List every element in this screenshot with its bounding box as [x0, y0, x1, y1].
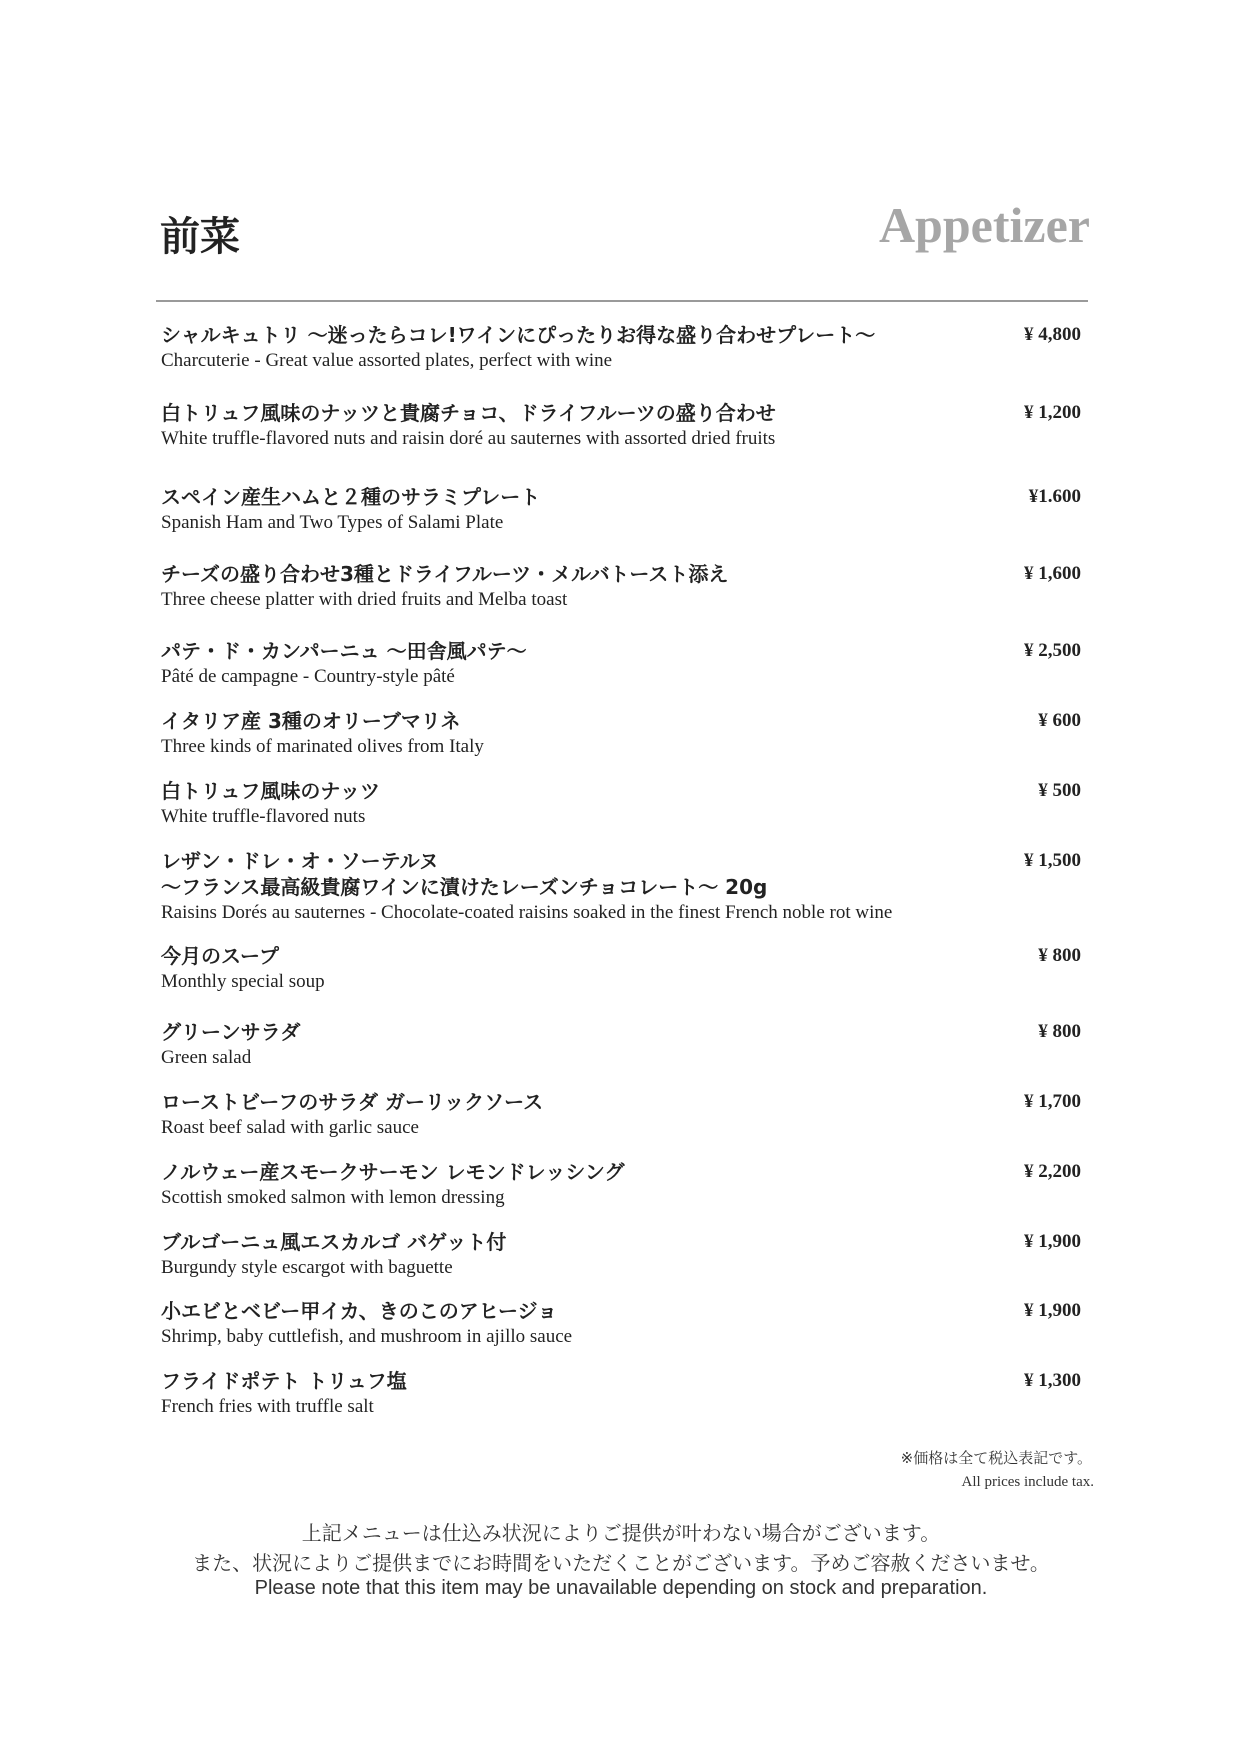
item-name-ja: ブルゴーニュ風エスカルゴ バゲット付 [161, 1230, 507, 1254]
menu-item [161, 778, 1081, 830]
item-price: ¥ 1,200 [1024, 402, 1081, 423]
menu-item [161, 1089, 1081, 1141]
page-title-en: Appetizer [878, 197, 1090, 253]
item-price: ¥ 1,600 [1024, 563, 1081, 584]
item-name-en: Monthly special soup [161, 971, 325, 992]
item-name-en: White truffle-flavored nuts [161, 806, 366, 827]
item-price: ¥ 1,900 [1024, 1231, 1081, 1252]
menu-item [161, 561, 1081, 613]
menu-item [161, 322, 1081, 374]
item-price: ¥ 2,200 [1024, 1161, 1081, 1182]
tax-note-ja: ※価格は全て税込表記です。 [900, 1449, 1092, 1467]
item-name-en: Charcuterie - Great value assorted plates, perfect with wine [161, 350, 613, 371]
item-name-en: Three cheese platter with dried fruits and Melba toast [161, 589, 568, 610]
tax-note-en: All prices include tax. [961, 1474, 1094, 1490]
item-name-ja: 白トリュフ風味のナッツ [161, 779, 380, 803]
item-price: ¥ 1,300 [1024, 1370, 1081, 1391]
menu-item [161, 1298, 1081, 1350]
item-name-en: Raisins Dorés au sauternes - Chocolate-coated raisins soaked in the finest French noble rot wine [161, 902, 893, 923]
footer-notice-ja-1: 上記メニューは仕込み状況によりご提供が叶わない場合がございます。 [301, 1521, 941, 1545]
menu-item [161, 1229, 1081, 1281]
item-name-ja: レザン・ドレ・オ・ソーテルヌ [161, 849, 439, 873]
page-title-ja: 前菜 [160, 214, 240, 260]
item-name-en: French fries with truffle salt [161, 1396, 374, 1417]
item-name-ja: ノルウェー産スモークサーモン レモンドレッシング [161, 1160, 625, 1184]
item-name-ja: イタリア産 3種のオリーブマリネ [161, 709, 461, 733]
item-name-ja: パテ・ド・カンパーニュ 〜田舎風パテ〜 [161, 639, 527, 663]
item-name-en: Roast beef salad with garlic sauce [161, 1117, 419, 1138]
item-name-ja: 今月のスープ [161, 944, 279, 968]
item-name-en: Burgundy style escargot with baguette [161, 1257, 453, 1278]
menu-item [161, 708, 1081, 760]
item-name-en: Green salad [161, 1047, 252, 1068]
item-name-en: Three kinds of marinated olives from Italy [161, 736, 484, 757]
item-name-en: Scottish smoked salmon with lemon dressing [161, 1187, 505, 1208]
menu-item [161, 1019, 1081, 1071]
item-name-en: Shrimp, baby cuttlefish, and mushroom in ajillo sauce [161, 1326, 573, 1347]
footer-notice-ja-2: また、状況によりご提供までにお時間をいただくことがございます。予めご容赦くださいませ。 [192, 1551, 1050, 1575]
item-price: ¥ 2,500 [1024, 640, 1081, 661]
item-price: ¥ 500 [1038, 780, 1081, 801]
item-name-ja: スペイン産生ハムと２種のサラミプレート [161, 485, 541, 509]
menu-item [161, 400, 1081, 452]
menu-item [161, 484, 1081, 536]
item-subtitle-ja: 〜フランス最高級貴腐ワインに漬けたレーズンチョコレート〜 20g [161, 875, 768, 899]
footer-notice-en: Please note that this item may be unavailable depending on stock and preparation. [254, 1577, 988, 1599]
item-name-ja: 小エビとベビー甲イカ、きのこのアヒージョ [161, 1299, 558, 1323]
item-name-en: White truffle-flavored nuts and raisin doré au sauternes with assorted dried fruits [161, 428, 776, 449]
item-name-ja: フライドポテト トリュフ塩 [161, 1369, 407, 1393]
item-price: ¥ 1,700 [1024, 1091, 1081, 1112]
title-divider [156, 300, 1088, 302]
item-price: ¥1.600 [1028, 486, 1081, 507]
menu-item [161, 1368, 1081, 1420]
menu-item [161, 848, 1081, 926]
item-price: ¥ 800 [1038, 945, 1081, 966]
menu-item [161, 1159, 1081, 1211]
item-name-ja: シャルキュトリ 〜迷ったらコレ!ワインにぴったりお得な盛り合わせプレート〜 [161, 323, 876, 347]
item-name-en: Pâté de campagne - Country-style pâté [161, 666, 455, 687]
item-price: ¥ 800 [1038, 1021, 1081, 1042]
item-price: ¥ 4,800 [1024, 324, 1081, 345]
item-price: ¥ 1,500 [1024, 850, 1081, 871]
menu-item [161, 943, 1081, 995]
item-price: ¥ 1,900 [1024, 1300, 1081, 1321]
menu-item [161, 638, 1081, 690]
item-name-ja: ローストビーフのサラダ ガーリックソース [161, 1090, 544, 1114]
item-name-en: Spanish Ham and Two Types of Salami Plate [161, 512, 504, 533]
item-price: ¥ 600 [1038, 710, 1081, 731]
item-name-ja: グリーンサラダ [161, 1020, 301, 1044]
item-name-ja: 白トリュフ風味のナッツと貴腐チョコ、ドライフルーツの盛り合わせ [161, 401, 776, 425]
item-name-ja: チーズの盛り合わせ3種とドライフルーツ・メルバトースト添え [161, 562, 729, 586]
